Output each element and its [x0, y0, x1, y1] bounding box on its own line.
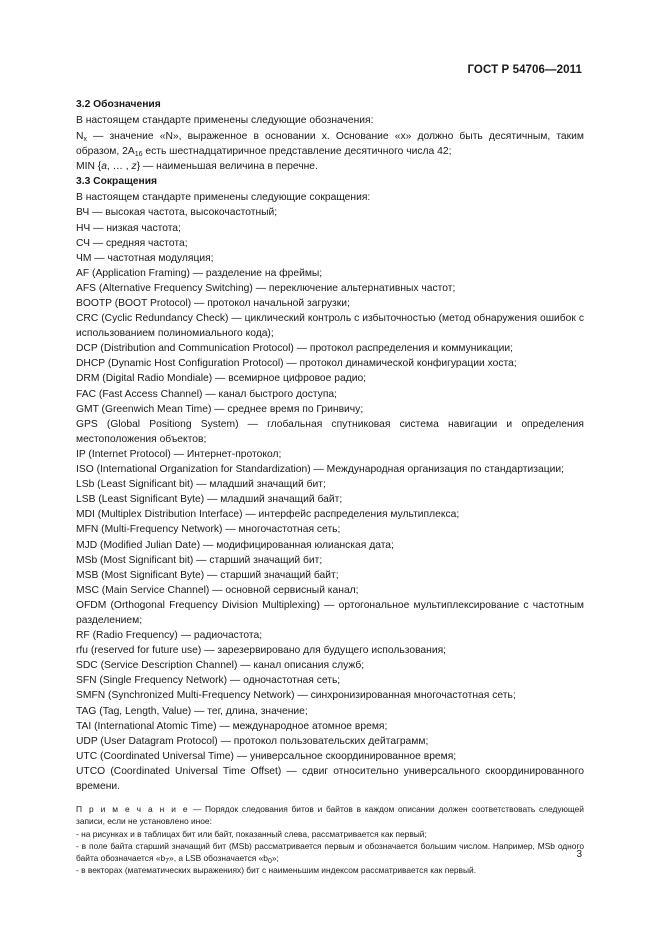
abbreviation-list	[76, 205, 584, 794]
abbreviation-item: DCP (Distribution and Communication Protocol) — протокол распределения и коммуникации;	[76, 343, 513, 355]
symbol-min-definition	[76, 159, 584, 174]
symbol-nx-definition	[76, 129, 584, 159]
abbreviation-item: LSb (Least Significant bit) — младший значащий бит;	[76, 479, 326, 491]
abbreviation-item: CRC (Cyclic Redundancy Check) — циклический контроль с избыточностью (метод обнаружения ошибок с использованием полиномиального кода);	[76, 313, 584, 340]
note-line-vectors: - в векторах (математических выражениях) бит с наименьшим индексом рассматривается как первый.	[76, 865, 477, 876]
abbreviation-item: MJD (Modified Julian Date) — модифицированная юлианская дата;	[76, 539, 394, 551]
abbreviation-item: ВЧ — высокая частота, высокочастотный;	[76, 207, 278, 219]
note-text: — Порядок следования битов и байтов в каждом описании должен соответствовать следующей записи, если не установлено иное:	[76, 804, 584, 827]
nx-subscript: x	[83, 135, 87, 143]
abbreviation-item: UDP (User Datagram Protocol) — протокол пользовательских дейтаграмм;	[76, 735, 429, 747]
abbreviation-item: TAI (International Atomic Time) — международное атомное время;	[76, 720, 388, 732]
abbreviation-item: AF (Application Framing) — разделение на фреймы;	[76, 267, 323, 279]
abbreviation-item: UTCO (Coordinated Universal Time Offset) — сдвиг относительно универсального скоординированного времени.	[76, 765, 584, 792]
abbreviation-item: AFS (Alternative Frequency Switching) — переключение альтернативных частот;	[76, 282, 456, 294]
note-line3-a: - в поле байта старший значащий бит (MSb) рассматривается первым и обозначается большим числом. Например, MSb одного байта обозначается «b	[76, 840, 584, 863]
min-text-end: } — наименьшая величина в перечне.	[136, 160, 318, 172]
min-text-mid: , … ,	[106, 160, 132, 172]
nx-text-end: есть шестнадцатиричное представление десятичного числа 42;	[142, 145, 452, 157]
document-id-header: ГОСТ Р 54706—2011	[467, 64, 582, 76]
nx-text: — значение «N», выраженное в основании x. Основание «x» должно быть десятичным, таким образом, 2A	[76, 130, 584, 157]
abbreviation-item: MSB (Most Significant Byte) — старший значащий байт;	[76, 569, 339, 581]
min-text-start: MIN {	[76, 160, 102, 172]
abbreviation-item: FAC (Fast Access Channel) — канал быстрого доступа;	[76, 388, 337, 400]
abbreviation-item: СЧ — средняя частота;	[76, 237, 188, 249]
note-line-figures: - на рисунках и в таблицах бит или байт, показанный слева, рассматривается как первый;	[76, 828, 427, 839]
note-line-byte-field	[76, 840, 584, 864]
section-3-3-intro: В настоящем стандарте применены следующие сокращения:	[76, 192, 371, 204]
abbreviation-item: MFN (Multi-Frequency Network) — многочастотная сеть;	[76, 524, 341, 536]
abbreviation-item: ISO (International Organization for Standardization) — Международная организация по стандартизации;	[76, 464, 564, 476]
abbreviation-item: SFN (Single Frequency Network) — одночастотная сеть;	[76, 675, 341, 687]
abbreviation-item: RF (Radio Frequency) — радиочастота;	[76, 630, 263, 642]
abbreviation-item: НЧ — низкая частота;	[76, 222, 181, 234]
abbreviation-item: SDC (Service Description Channel) — канал описания служб;	[76, 660, 365, 672]
abbreviation-item: MSC (Main Service Channel) — основной сервисный канал;	[76, 584, 359, 596]
abbreviation-item: ЧМ — частотная модуляция;	[76, 252, 214, 264]
note-line3-c: »;	[271, 852, 279, 863]
abbreviation-item: MDI (Multiplex Distribution Interface) — интерфейс распределения мультиплекса;	[76, 509, 460, 521]
section-3-2-title: 3.2 Обозначения	[76, 99, 161, 110]
abbreviation-item: DRM (Digital Radio Mondiale) — всемирное цифровое радио;	[76, 373, 367, 385]
section-3-2-intro: В настоящем стандарте применены следующие обозначения:	[76, 115, 374, 127]
abbreviation-item: SMFN (Synchronized Multi-Frequency Network) — синхронизированная многочастотная сеть;	[76, 690, 516, 702]
abbreviation-item: OFDM (Orthogonal Frequency Division Multiplexing) — ортогональное мультиплексирование с частотным разделением;	[76, 599, 584, 626]
abbreviation-item: TAG (Tag, Length, Value) — тег, длина, значение;	[76, 705, 308, 717]
note-line3-b: », а LSB обозначается «b	[169, 852, 268, 863]
nx-hex-subscript: 16	[134, 150, 143, 158]
abbreviation-item: BOOTP (BOOT Protocol) — протокол начальной загрузки;	[76, 298, 350, 309]
abbreviation-item: IP (Internet Protocol) — Интернет-протокол;	[76, 448, 282, 460]
section-3-3-title: 3.3 Сокращения	[76, 175, 158, 187]
abbreviation-item: GMT (Greenwich Mean Time) — среднее время по Гринвичу;	[76, 403, 364, 415]
min-var-a: a	[101, 160, 107, 172]
note-line3-sub7: 7	[165, 857, 170, 865]
page-number: 3	[576, 849, 582, 860]
min-var-z: z	[131, 160, 137, 172]
note-line3-sub0: 0	[267, 857, 272, 865]
abbreviation-item: LSB (Least Significant Byte) — младший значащий байт;	[76, 494, 343, 506]
note-paragraph	[76, 803, 584, 827]
abbreviation-item: DHCP (Dynamic Host Configuration Protocol) — протокол динамической конфигурации хоста;	[76, 358, 517, 370]
nx-symbol: N	[76, 130, 84, 142]
abbreviation-item: MSb (Most Significant bit) — старший значащий бит;	[76, 554, 323, 566]
note-label: П р и м е ч а н и е	[76, 804, 190, 815]
abbreviation-item: rfu (reserved for future use) — зарезервировано для будущего использования;	[76, 645, 447, 657]
note-block	[76, 803, 584, 876]
page-content	[76, 97, 584, 876]
abbreviation-item: UTC (Coordinated Universal Time) — универсальное скоординированное время;	[76, 750, 457, 762]
abbreviation-item: GPS (Global Positiong System) — глобальная спутниковая система навигации и определения местоположения объектов;	[76, 418, 584, 445]
